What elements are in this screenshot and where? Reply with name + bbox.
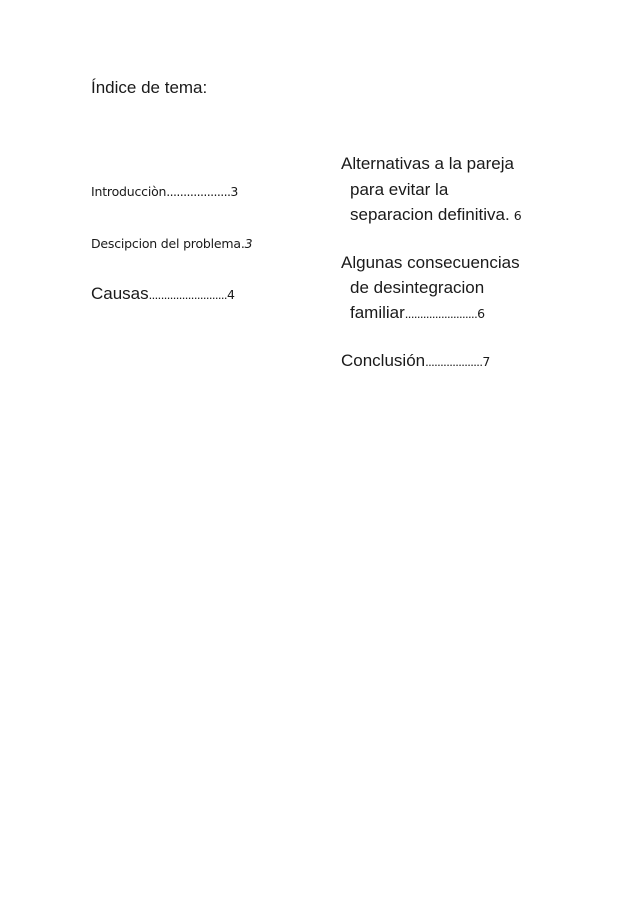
toc-label: familiar — [350, 303, 405, 322]
toc-entry-consecuencias-line3 — [341, 303, 485, 323]
toc-page-number: 7 — [482, 354, 491, 369]
toc-entry-alternativas-line3 — [341, 205, 522, 225]
toc-dots: ................... — [166, 184, 231, 199]
toc-label: separacion definitiva. — [350, 205, 510, 224]
toc-entry-consecuencias-line1: Algunas consecuencias — [341, 253, 520, 272]
toc-page-number: 3 — [230, 184, 239, 199]
toc-label: Causas — [91, 284, 149, 303]
toc-entry-alternativas-line2: para evitar la — [350, 180, 449, 199]
toc-dots: ........................ — [404, 306, 478, 321]
toc-label: Descipcion del problema. — [91, 236, 245, 251]
toc-dots: .......................... — [148, 287, 227, 302]
toc-label: Introducciòn — [91, 184, 167, 199]
toc-page-number: 6 — [513, 208, 522, 223]
index-title: Índice de tema: — [91, 78, 208, 97]
toc-page-number: 3 — [244, 236, 253, 251]
toc-entry-consecuencias-line2: de desintegracion — [350, 278, 485, 297]
toc-entry-conclusion — [341, 351, 490, 371]
toc-entry-causas — [91, 284, 235, 304]
toc-page-number: 4 — [226, 287, 235, 302]
toc-entry-descripcion — [91, 236, 252, 251]
toc-label: Conclusión — [341, 351, 426, 370]
toc-page-number: 6 — [477, 306, 486, 321]
toc-entry-alternativas-line1: Alternativas a la pareja — [341, 154, 514, 173]
toc-entry-introduccion — [91, 184, 238, 199]
toc-dots: ................... — [425, 354, 483, 369]
